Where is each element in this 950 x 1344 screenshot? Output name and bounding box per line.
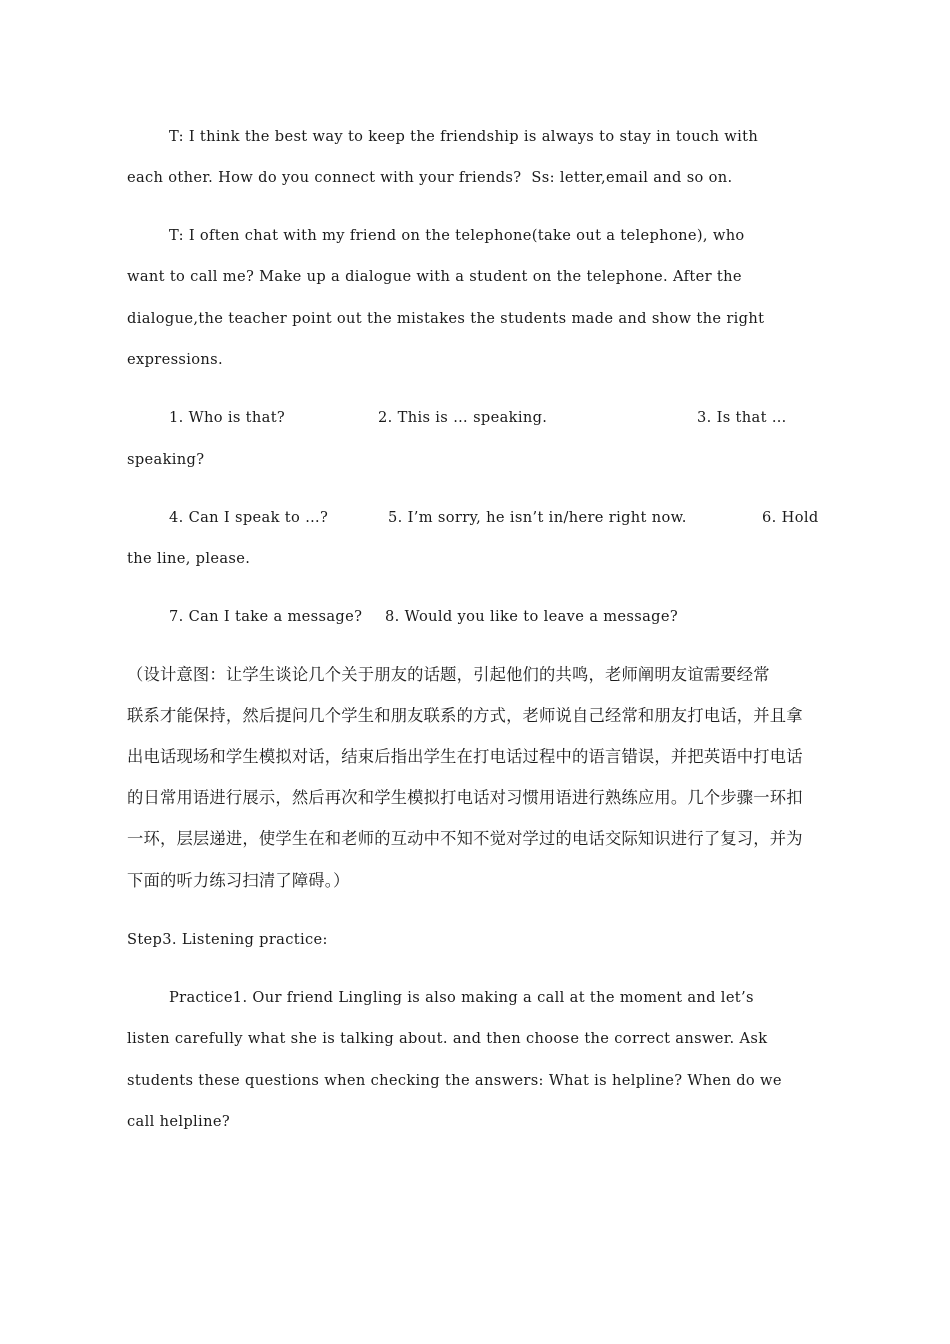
expression-6-continued: the line, please. [127,550,251,567]
design-note-line-5: 一环，层层递进，使学生在和老师的互动中不知不觉对学过的电话交际知识进行了复习，并为 [127,829,803,848]
expression-7: 7. Can I take a message? [169,608,363,625]
expression-3: 3. Is that … [697,409,787,426]
paragraph-2-line-3: dialogue,the teacher point out the mistakes the students made and show the right [127,310,765,327]
expression-3-continued: speaking? [127,451,205,468]
practice1-line-4: call helpline? [127,1113,230,1130]
expression-4: 4. Can I speak to …? [169,509,329,526]
expression-6: 6. Hold [762,509,819,526]
practice1-line-3: students these questions when checking the answers: What is helpline? When do we [127,1072,782,1089]
design-note-line-2: 联系才能保持，然后提问几个学生和朋友联系的方式，老师说自己经常和朋友打电话，并且拿 [127,706,803,725]
paragraph-1-line-1: T: I think the best way to keep the friendship is always to stay in touch with [169,128,759,145]
paragraph-2-line-1: T: I often chat with my friend on the telephone(take out a telephone), who [169,227,745,244]
expression-2: 2. This is … speaking. [378,409,548,426]
practice1-line-1: Practice1. Our friend Lingling is also making a call at the moment and let’s [169,989,754,1006]
paragraph-1-line-2: each other. How do you connect with your friends? Ss: letter,email and so on. [127,169,733,186]
expression-8: 8. Would you like to leave a message? [385,608,678,625]
practice1-line-2: listen carefully what she is talking about. and then choose the correct answer. Ask [127,1030,768,1047]
design-note-line-4: 的日常用语进行展示，然后再次和学生模拟打电话对习惯用语进行熟练应用。几个步骤一环扣 [127,788,803,807]
expression-5: 5. I’m sorry, he isn’t in/here right now. [388,509,687,526]
design-note-line-1: （设计意图：让学生谈论几个关于朋友的话题，引起他们的共鸣，老师阐明友谊需要经常 [127,665,770,684]
paragraph-2-line-4: expressions. [127,351,223,368]
expression-1: 1. Who is that? [169,409,286,426]
design-note-line-3: 出电话现场和学生模拟对话，结束后指出学生在打电话过程中的语言错误，并把英语中打电话 [127,747,803,766]
design-note-line-6: 下面的听力练习扫清了障碍。） [127,871,350,890]
paragraph-2-line-2: want to call me? Make up a dialogue with a student on the telephone. After the [127,268,742,285]
step3-heading: Step3. Listening practice: [127,931,328,948]
